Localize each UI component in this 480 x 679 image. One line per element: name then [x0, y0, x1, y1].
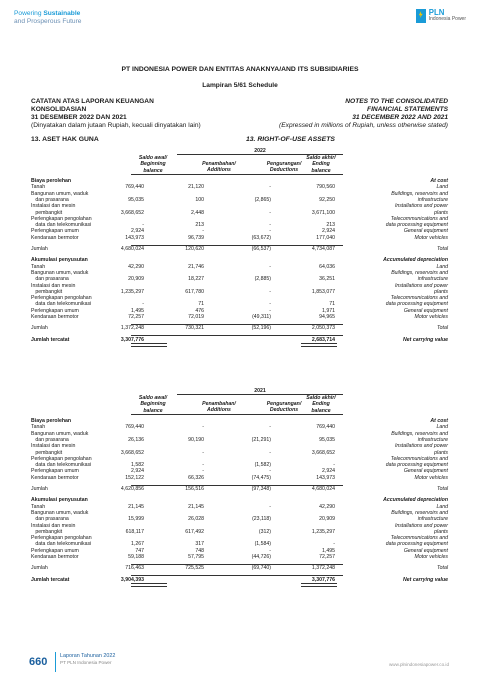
- pln-lightning-logo-icon: [416, 9, 426, 23]
- row-label-en: Buildings, reservoirs and: [391, 430, 448, 437]
- header-rule: [131, 414, 343, 415]
- row-value-col1: 2,924: [131, 228, 144, 235]
- row-value-col1: 3,668,652: [120, 209, 144, 216]
- footer-line2: PT PLN Indonesia Power: [60, 659, 112, 665]
- row-value-col2: 71: [198, 301, 204, 308]
- col-deductions-header: Pengurangan/ Deductions: [266, 401, 302, 414]
- row-value-col2: -: [202, 468, 204, 475]
- row-value-col1: 3,307,776: [120, 336, 144, 343]
- row-value-col1: 59,188: [128, 554, 144, 560]
- tagline-bold: Sustainable: [43, 10, 81, 17]
- row-value-col3: -: [269, 228, 271, 235]
- row-label-en: data processing equipment: [385, 222, 448, 229]
- row-label-id: Kendaraan bermotor: [31, 474, 79, 481]
- row-value-col2: 476: [195, 307, 204, 314]
- row-value-col1: 3,668,652: [120, 449, 144, 456]
- row-label-id: Kendaraan bermotor: [31, 554, 79, 560]
- row-value-col4: -: [333, 462, 335, 469]
- row-label-id: Jumlah: [31, 486, 48, 492]
- row-value-col4: 3,671,100: [311, 209, 335, 216]
- row-value-col1: 4,620,856: [120, 486, 144, 492]
- row-label-id: Akumulasi penyusutan: [31, 257, 88, 264]
- row-value-col2: 18,227: [188, 276, 204, 283]
- row-value-col2: 57,795: [188, 554, 204, 560]
- row-label-en: Buildings, reservoirs and: [391, 269, 448, 276]
- row-label-en: infrastructure: [417, 276, 448, 283]
- row-value-col1: 1,582: [131, 462, 144, 469]
- row-label-en: data processing equipment: [385, 541, 448, 548]
- table-row: [31, 577, 448, 583]
- schedule-label: Lampiran 5/61 Schedule: [202, 82, 278, 89]
- row-value-col3: (66,537): [251, 246, 271, 252]
- notes-right-2: FINANCIAL STATEMENTS: [367, 106, 448, 113]
- row-value-col3: (97,348): [251, 486, 271, 492]
- row-label-id: Instalasi dan mesin: [31, 203, 76, 210]
- table-row: [31, 554, 448, 560]
- notes-right-4: (Expressed in millions of Rupiah, unless otherwise stated): [279, 122, 448, 129]
- row-label-id: Bangunan umum, waduk: [31, 430, 89, 437]
- row-value-col3: -: [269, 307, 271, 314]
- row-value-col1: 26,136: [128, 436, 144, 443]
- row-label-en: Total: [436, 325, 448, 332]
- row-value-col4: 42,290: [319, 503, 335, 510]
- row-label-en: Buildings, reservoirs and: [391, 190, 448, 197]
- row-label-id: data dan telekomunikasi: [31, 222, 92, 229]
- row-value-col2: 21,746: [188, 263, 204, 270]
- row-value-col1: 769,440: [125, 184, 144, 191]
- row-label-id: Perlengkapan umum: [31, 307, 79, 314]
- col-ending-header: Saldo akhir/ Ending balance: [306, 155, 336, 174]
- row-value-col1: 769,440: [125, 424, 144, 431]
- row-label-id: pembangkit: [31, 528, 63, 535]
- row-value-col2: 730,321: [185, 325, 204, 332]
- footer-line1: Laporan Tahunan 2022: [60, 653, 116, 659]
- row-value-col3: (1,582): [254, 462, 271, 469]
- row-value-col3: -: [269, 209, 271, 216]
- row-label-en: plants: [434, 209, 448, 216]
- row-value-col1: 21,145: [128, 503, 144, 510]
- row-label-en: Total: [436, 486, 448, 492]
- year-2022: 2022: [177, 148, 343, 155]
- table-row: [31, 565, 448, 571]
- row-label-id: Kendaraan bermotor: [31, 234, 79, 241]
- row-value-col4: 2,924: [322, 468, 335, 475]
- row-value-col1: -: [142, 301, 144, 308]
- row-label-id: Kendaraan bermotor: [31, 314, 79, 320]
- row-label-en: Installations and power: [394, 203, 448, 210]
- row-label-en: Net carrying value: [403, 336, 448, 343]
- table-row: [31, 325, 448, 331]
- row-label-id: Tanah: [31, 184, 46, 191]
- row-value-col2: 96,739: [188, 234, 204, 241]
- row-value-col2: 120,620: [185, 246, 204, 252]
- row-value-col2: 2,448: [191, 209, 204, 216]
- row-label-id: Perlengkapan pengolahan: [31, 455, 92, 462]
- header-tagline: [14, 10, 81, 25]
- row-label-id: data dan telekomunikasi: [31, 541, 92, 548]
- footer-text: [60, 653, 115, 666]
- row-value-col4: 2,683,714: [311, 336, 335, 343]
- row-value-col3: (63,672): [251, 234, 271, 241]
- row-label-en: Telecommunications and: [390, 455, 448, 462]
- row-value-col1: 618,117: [125, 528, 144, 535]
- row-value-col2: 21,145: [188, 503, 204, 510]
- section-title-en: 13. RIGHT-OF-USE ASSETS: [246, 136, 335, 143]
- row-label-en: Installations and power: [394, 522, 448, 529]
- notes-left-4: (Dinyatakan dalam jutaan Rupiah, kecuali dinyatakan lain): [31, 122, 201, 129]
- row-label-en: Net carrying value: [403, 576, 448, 583]
- row-value-col1: 1,235,297: [120, 288, 144, 295]
- row-value-col4: 94,965: [319, 314, 335, 320]
- section-title-id: 13. ASET HAK GUNA: [31, 136, 99, 143]
- row-value-col2: 213: [195, 222, 204, 229]
- double-rule-beginning: [131, 343, 167, 347]
- row-value-col4: 36,251: [319, 276, 335, 283]
- row-value-col3: (21,291): [251, 436, 271, 443]
- row-label-id: Instalasi dan mesin: [31, 282, 76, 289]
- row-label-id: dan prasarana: [31, 196, 69, 203]
- row-value-col2: 725,525: [185, 565, 204, 572]
- row-label-en: Installations and power: [394, 282, 448, 289]
- row-value-col2: -: [202, 424, 204, 431]
- row-label-en: Motor vehicles: [414, 234, 448, 241]
- row-value-col3: (1,584): [254, 541, 271, 548]
- notes-right-1: NOTES TO THE CONSOLIDATED: [345, 98, 448, 105]
- row-value-col2: 100: [195, 196, 204, 203]
- row-value-col3: -: [269, 503, 271, 510]
- row-label-en: infrastructure: [417, 196, 448, 203]
- row-value-col1: 42,290: [128, 263, 144, 270]
- row-label-id: Instalasi dan mesin: [31, 443, 76, 450]
- row-label-id: pembangkit: [31, 449, 63, 456]
- row-label-id: Perlengkapan pengolahan: [31, 535, 92, 542]
- row-value-col4: 143,973: [316, 474, 335, 481]
- row-label-id: Perlengkapan umum: [31, 468, 79, 475]
- row-label-en: Land: [436, 263, 448, 270]
- notes-left-1: CATATAN ATAS LAPORAN KEUANGAN: [31, 98, 154, 105]
- row-value-col4: 790,560: [316, 184, 335, 191]
- row-label-id: pembangkit: [31, 209, 63, 216]
- row-value-col3: -: [269, 449, 271, 456]
- row-label-en: General equipment: [403, 307, 448, 314]
- year-2021: 2021: [177, 388, 343, 395]
- row-label-id: Akumulasi penyusutan: [31, 497, 88, 504]
- row-value-col3: -: [269, 184, 271, 191]
- row-value-col1: 2,924: [131, 468, 144, 475]
- row-value-col3: -: [269, 547, 271, 554]
- row-label-id: Perlengkapan umum: [31, 228, 79, 235]
- row-value-col1: 152,122: [125, 474, 144, 481]
- row-label-en: plants: [434, 449, 448, 456]
- row-label-en: infrastructure: [417, 436, 448, 443]
- row-value-col2: 317: [195, 541, 204, 548]
- row-label-en: Motor vehicles: [414, 314, 448, 320]
- pln-logo: [416, 9, 466, 23]
- row-label-en: Accumulated depreciation: [383, 497, 448, 504]
- page-footer: [0, 646, 480, 679]
- col-deductions-header: Pengurangan/ Deductions: [266, 161, 302, 174]
- row-value-col1: 20,909: [128, 276, 144, 283]
- row-value-col3: -: [269, 288, 271, 295]
- row-label-en: At cost: [430, 418, 448, 424]
- row-label-en: Total: [436, 246, 448, 252]
- row-value-col4: 769,440: [316, 424, 335, 431]
- row-value-col4: 177,040: [316, 234, 335, 241]
- row-value-col2: 21,120: [188, 184, 204, 191]
- row-label-id: pembangkit: [31, 288, 63, 295]
- row-value-col2: 156,516: [185, 486, 204, 492]
- row-label-en: Total: [436, 565, 448, 572]
- row-label-en: plants: [434, 528, 448, 535]
- row-label-id: Biaya perolehan: [31, 418, 72, 424]
- col-beginning-header: Saldo awal/ Beginning balance: [138, 155, 168, 174]
- row-value-col4: 92,250: [319, 196, 335, 203]
- double-rule-beginning: [131, 583, 167, 587]
- row-value-col4: -: [333, 541, 335, 548]
- row-value-col2: 66,326: [188, 474, 204, 481]
- row-label-en: Motor vehicles: [414, 554, 448, 560]
- row-value-col4: 64,036: [319, 263, 335, 270]
- col-additions-header: Penambahan/ Additions: [202, 161, 236, 174]
- row-value-col1: 1,267: [131, 541, 144, 548]
- row-value-col4: 1,235,297: [311, 528, 335, 535]
- row-label-id: Bangunan umum, waduk: [31, 190, 89, 197]
- row-label-en: General equipment: [403, 468, 448, 475]
- row-label-id: Tanah: [31, 263, 46, 270]
- row-label-id: Biaya perolehan: [31, 178, 72, 184]
- row-label-id: data dan telekomunikasi: [31, 462, 92, 469]
- row-label-id: Perlengkapan pengolahan: [31, 295, 92, 302]
- row-value-col2: 617,492: [185, 528, 204, 535]
- row-value-col1: 1,495: [131, 307, 144, 314]
- logo-text: [429, 9, 466, 23]
- row-value-col2: -: [202, 462, 204, 469]
- logo-name: PLN: [428, 8, 445, 17]
- row-value-col1: 716,463: [125, 565, 144, 572]
- row-label-en: Motor vehicles: [414, 474, 448, 481]
- row-value-col3: (44,726): [251, 554, 271, 560]
- notes-left-3: 31 DESEMBER 2022 DAN 2021: [31, 114, 127, 121]
- row-value-col2: 72,019: [188, 314, 204, 320]
- row-label-id: Jumlah: [31, 325, 48, 332]
- row-value-col3: -: [269, 301, 271, 308]
- row-value-col3: (74,475): [251, 474, 271, 481]
- row-label-id: Instalasi dan mesin: [31, 522, 76, 529]
- double-rule-ending: [301, 343, 337, 347]
- row-label-id: data dan telekomunikasi: [31, 301, 92, 308]
- row-value-col2: -: [202, 449, 204, 456]
- notes-heading: [31, 98, 448, 130]
- row-value-col1: 1,372,248: [120, 325, 144, 332]
- row-label-en: data processing equipment: [385, 462, 448, 469]
- table-row: [31, 475, 448, 481]
- col-additions-header: Penambahan/ Additions: [202, 401, 236, 414]
- row-value-col3: -: [269, 222, 271, 229]
- tagline-line2: and Prosperous Future: [14, 17, 82, 25]
- row-label-en: data processing equipment: [385, 301, 448, 308]
- row-value-col3: -: [269, 263, 271, 270]
- row-value-col3: (312): [258, 528, 271, 535]
- row-value-col3: (69,740): [251, 565, 271, 572]
- footer-url: www.plnindonesiapower.co.id: [388, 662, 449, 667]
- row-label-id: Jumlah: [31, 565, 48, 572]
- row-value-col1: 4,680,024: [120, 246, 144, 252]
- double-rule-ending: [301, 583, 337, 587]
- row-label-id: dan prasarana: [31, 516, 69, 523]
- row-label-id: Jumlah: [31, 246, 48, 252]
- row-value-col4: 2,050,373: [311, 325, 335, 332]
- row-value-col3: (23,118): [252, 516, 271, 523]
- row-value-col4: 72,257: [319, 554, 335, 560]
- row-value-col2: 90,190: [188, 436, 204, 443]
- row-value-col1: 747: [135, 547, 144, 554]
- row-value-col3: (52,196): [251, 325, 271, 332]
- row-value-col1: -: [142, 222, 144, 229]
- col-beginning-header: Saldo awal/ Beginning balance: [138, 395, 168, 414]
- row-value-col2: -: [202, 228, 204, 235]
- row-label-en: Telecommunications and: [390, 215, 448, 222]
- row-value-col4: 213: [326, 222, 335, 229]
- header-rule: [131, 174, 343, 175]
- row-value-col4: 4,680,024: [311, 486, 335, 492]
- row-value-col4: 1,495: [322, 547, 335, 554]
- row-value-col3: (49,311): [252, 314, 271, 320]
- row-label-en: infrastructure: [417, 516, 448, 523]
- logo-sub: Indonesia Power: [428, 16, 466, 22]
- table-row: [31, 337, 448, 343]
- row-value-col4: 1,971: [322, 307, 335, 314]
- row-value-col3: -: [269, 424, 271, 431]
- row-value-col4: 20,909: [319, 516, 335, 523]
- row-value-col4: 4,734,087: [311, 246, 335, 252]
- row-value-col4: 1,853,077: [311, 288, 335, 295]
- row-value-col4: 95,035: [319, 436, 335, 443]
- row-value-col4: 2,924: [322, 228, 335, 235]
- notes-left-2: KONSOLIDASIAN: [31, 106, 87, 113]
- row-label-id: dan prasarana: [31, 436, 69, 443]
- row-value-col3: (2,885): [254, 276, 271, 283]
- table-row: [31, 235, 448, 241]
- row-value-col1: 15,999: [128, 516, 144, 523]
- row-label-en: Telecommunications and: [390, 295, 448, 302]
- row-value-col2: 748: [195, 547, 204, 554]
- row-label-id: Jumlah tercatat: [31, 336, 70, 343]
- row-value-col3: -: [269, 468, 271, 475]
- tagline-prefix: Powering: [14, 10, 44, 17]
- footer-divider: [55, 652, 56, 672]
- row-label-en: Accumulated depreciation: [383, 257, 448, 264]
- row-label-id: Jumlah tercatat: [31, 576, 70, 583]
- row-value-col4: 3,668,652: [311, 449, 335, 456]
- row-value-col1: 143,973: [125, 234, 144, 241]
- row-value-col1: 3,904,393: [120, 576, 144, 583]
- col-ending-header: Saldo akhir/ Ending balance: [306, 395, 336, 414]
- row-value-col4: 1,372,248: [311, 565, 335, 572]
- row-label-en: Land: [436, 424, 448, 431]
- row-label-id: Perlengkapan pengolahan: [31, 215, 92, 222]
- row-label-id: Bangunan umum, waduk: [31, 269, 89, 276]
- table-row: [31, 246, 448, 252]
- row-label-id: dan prasarana: [31, 276, 69, 283]
- table-row: [31, 486, 448, 492]
- row-label-en: Telecommunications and: [390, 535, 448, 542]
- row-value-col2: 617,780: [185, 288, 204, 295]
- notes-right: [279, 98, 448, 130]
- row-label-id: Perlengkapan umum: [31, 547, 79, 554]
- row-label-id: Tanah: [31, 424, 46, 431]
- row-label-en: plants: [434, 288, 448, 295]
- row-value-col2: 26,028: [188, 516, 204, 523]
- row-label-en: General equipment: [403, 547, 448, 554]
- row-label-id: Bangunan umum, waduk: [31, 509, 89, 516]
- page-number: 660: [29, 656, 48, 668]
- row-label-id: Tanah: [31, 503, 46, 510]
- table-row: [31, 314, 448, 320]
- row-label-en: Installations and power: [394, 443, 448, 450]
- row-label-en: General equipment: [403, 228, 448, 235]
- row-value-col1: 72,257: [128, 314, 144, 320]
- document-title: PT INDONESIA POWER DAN ENTITAS ANAKNYA/AND ITS SUBSIDIARIES: [121, 66, 359, 73]
- row-value-col4: 3,307,776: [311, 576, 335, 583]
- row-value-col1: 95,035: [128, 196, 144, 203]
- row-label-en: Land: [436, 184, 448, 191]
- notes-right-3: 31 DECEMBER 2022 AND 2021: [352, 114, 448, 121]
- row-label-en: At cost: [430, 178, 448, 184]
- row-label-en: Buildings, reservoirs and: [391, 509, 448, 516]
- row-label-en: Land: [436, 503, 448, 510]
- row-value-col4: 71: [329, 301, 335, 308]
- row-value-col3: (2,865): [254, 196, 271, 203]
